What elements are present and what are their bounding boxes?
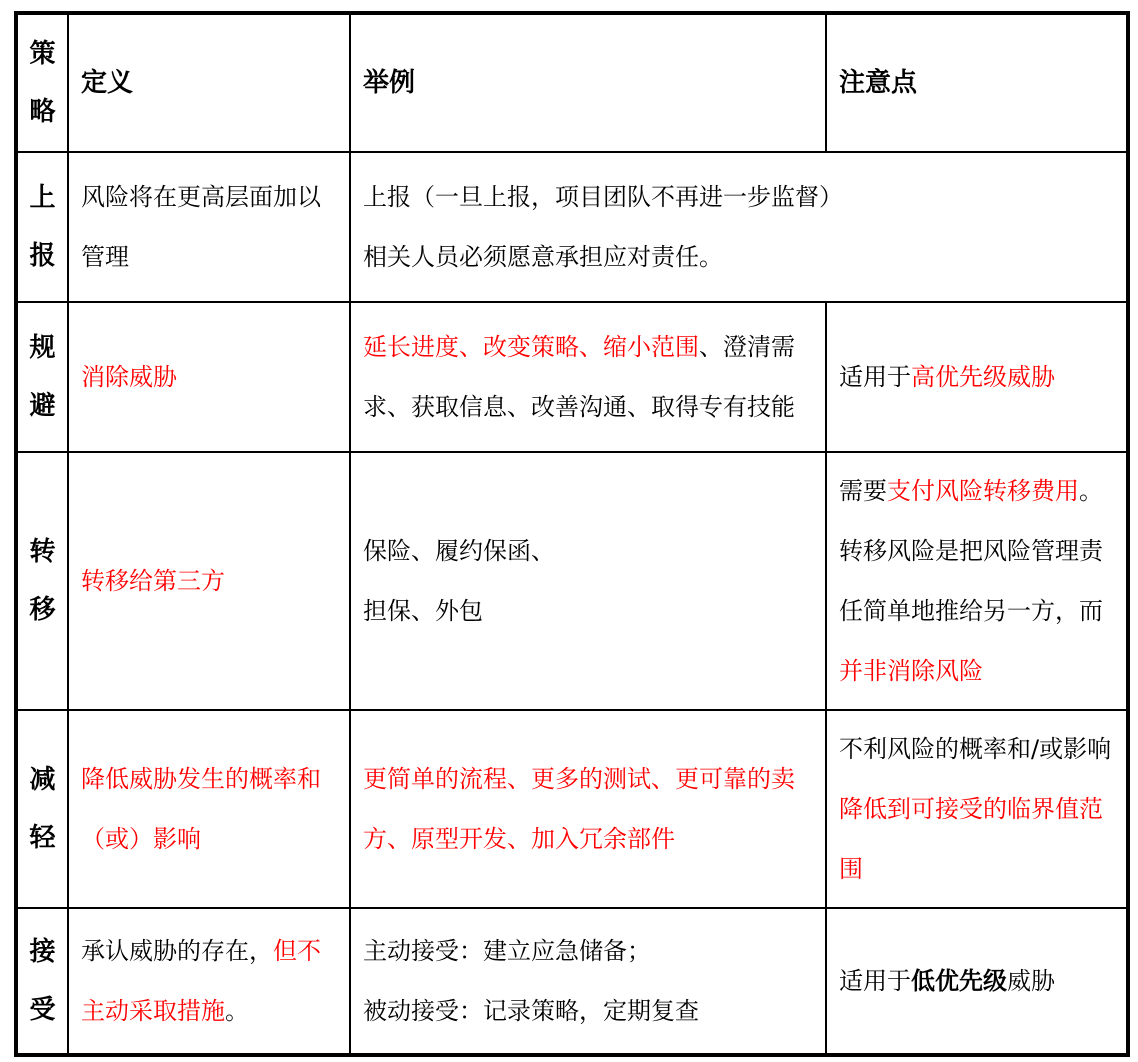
note-highlight: 降低到可接受的临界值范围	[839, 795, 1103, 883]
strategy-char: 规	[29, 333, 56, 363]
example-line: 相关人员必须愿意承担应对责任。	[363, 243, 723, 271]
note-bold: 低优先级	[911, 967, 1007, 995]
definition-cell: 降低威胁发生的概率和（或）影响	[68, 710, 350, 908]
note-cell	[826, 302, 1128, 452]
definition-cell: 转移给第三方	[68, 452, 350, 710]
strategy-char: 移	[29, 595, 56, 625]
strategy-cell	[16, 152, 68, 302]
header-strategy-char: 策	[29, 39, 56, 69]
row-accept	[16, 908, 1128, 1055]
header-definition: 定义	[68, 13, 350, 152]
strategy-cell	[16, 452, 68, 710]
strategy-cell	[16, 302, 68, 452]
strategy-char: 受	[29, 995, 56, 1025]
example-text: 、澄清需求、获取信息、改善沟通、取得专有技能	[363, 333, 795, 421]
note-text: 适用于	[839, 967, 911, 995]
definition-text: 承认威胁的存在，	[81, 937, 273, 965]
header-row	[16, 13, 1128, 152]
example-cell	[350, 452, 826, 710]
strategy-cell	[16, 908, 68, 1055]
header-example: 举例	[350, 13, 826, 152]
row-mitigate	[16, 710, 1128, 908]
note-text: 威胁	[1007, 967, 1055, 995]
header-strategy	[16, 13, 68, 152]
strategy-char: 上	[29, 183, 56, 213]
row-avoid	[16, 302, 1128, 452]
example-cell	[350, 152, 1128, 302]
strategy-char: 接	[29, 937, 56, 967]
example-line: 主动接受：建立应急储备；	[363, 937, 651, 965]
note-text: 不利风险的概率和/或影响	[839, 735, 1112, 763]
note-highlight: 高优先级威胁	[911, 363, 1055, 391]
row-escalate	[16, 152, 1128, 302]
strategy-char: 避	[29, 391, 56, 421]
definition-cell	[68, 908, 350, 1055]
example-cell	[350, 908, 826, 1055]
example-line: 担保、外包	[363, 597, 483, 625]
example-line: 保险、履约保函、	[363, 537, 555, 565]
note-cell	[826, 908, 1128, 1055]
note-cell	[826, 710, 1128, 908]
note-text: 适用于	[839, 363, 911, 391]
example-cell: 更简单的流程、更多的测试、更可靠的卖方、原型开发、加入冗余部件	[350, 710, 826, 908]
strategy-char: 转	[29, 537, 56, 567]
definition-highlight: 但不主动采取措施	[81, 937, 321, 1025]
example-highlight: 延长进度、改变策略、缩小范围	[363, 333, 699, 361]
strategy-char: 减	[29, 765, 56, 795]
example-line: 上报（一旦上报，项目团队不再进一步监督）	[363, 183, 843, 211]
note-cell	[826, 452, 1128, 710]
strategy-cell	[16, 710, 68, 908]
note-highlight: 并非消除风险	[839, 657, 983, 685]
row-transfer	[16, 452, 1128, 710]
risk-response-table	[14, 11, 1130, 1057]
note-text: 。转移风险是把风险管理责任简单地推给另一方，而	[839, 477, 1103, 625]
strategy-char: 报	[29, 241, 56, 271]
header-note: 注意点	[826, 13, 1128, 152]
strategy-char: 轻	[29, 823, 56, 853]
definition-cell: 消除威胁	[68, 302, 350, 452]
note-text: 需要	[839, 477, 887, 505]
note-highlight: 支付风险转移费用	[887, 477, 1079, 505]
example-line: 被动接受：记录策略，定期复查	[363, 997, 699, 1025]
header-strategy-char: 略	[29, 97, 56, 127]
example-cell	[350, 302, 826, 452]
definition-cell: 风险将在更高层面加以管理	[68, 152, 350, 302]
definition-text: 。	[225, 997, 249, 1025]
